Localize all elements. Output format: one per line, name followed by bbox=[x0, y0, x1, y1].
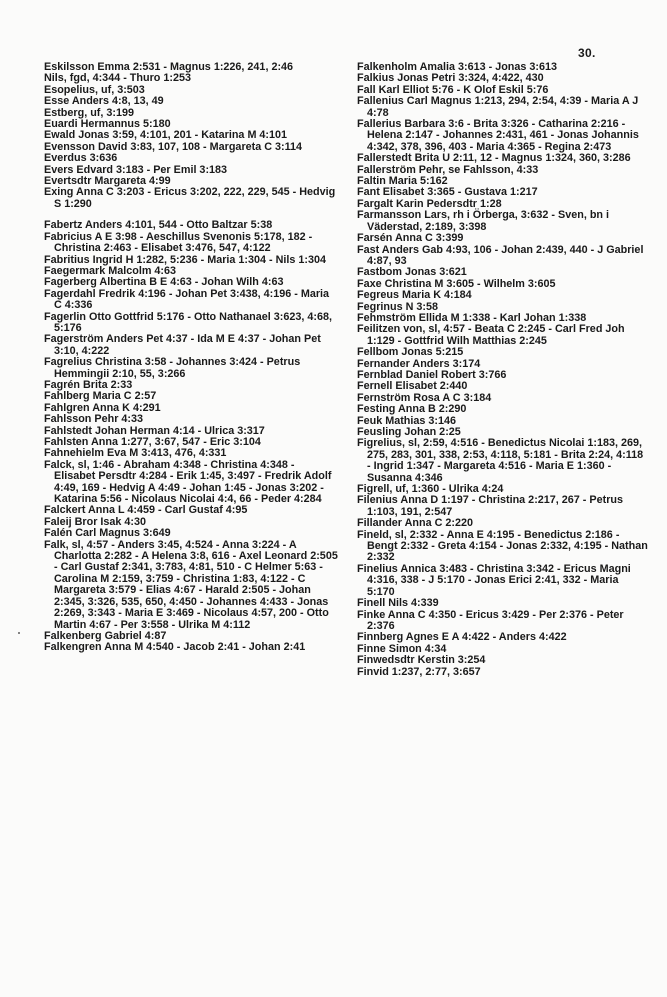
index-entry: Falckert Anna L 4:459 - Carl Gustaf 4:95 bbox=[44, 504, 248, 517]
index-entry: Fagrelius Christina 3:58 - Johannes 3:424 - Petrus Hemmingii 2:10, 55, 3:266 bbox=[44, 356, 301, 380]
index-entry: Evensson David 3:83, 107, 108 - Margareta C 3:114 bbox=[44, 140, 303, 153]
index-entry: Fallerstedt Brita U 2:11, 12 - Magnus 1:324, 360, 3:286 bbox=[357, 152, 631, 165]
index-entry: Euardi Hermannus 5:180 bbox=[44, 118, 171, 131]
index-entry: Fineld, sl, 2:332 - Anna E 4:195 - Benedictus 2:186 - Bengt 2:332 - Greta 4:154 - Jonas 2:332, 4:195 - Nathan 2:332 bbox=[357, 528, 648, 564]
index-entry: Fahlsten Anna 1:277, 3:67, 547 - Eric 3:104 bbox=[44, 436, 261, 448]
index-entry: Fallerström Pehr, se Fahlsson, 4:33 bbox=[357, 163, 539, 176]
index-entry: Fast Anders Gab 4:93, 106 - Johan 2:439, 440 - J Gabriel 4:87, 93 bbox=[357, 243, 644, 267]
index-entry: Finne Simon 4:34 bbox=[357, 642, 447, 655]
index-entry: Eskilsson Emma 2:531 - Magnus 1:226, 241, 2:46 bbox=[44, 61, 294, 73]
index-entry: Falén Carl Magnus 3:649 bbox=[44, 527, 171, 540]
index-entry: Fallenius Carl Magnus 1:213, 294, 2:54, 4:39 - Maria A J 4:78 bbox=[357, 95, 639, 119]
index-entry: Farmansson Lars, rh i Örberga, 3:632 - Sven, bn i Väderstad, 2:189, 3:398 bbox=[357, 209, 610, 233]
index-entry: Exing Anna C 3:203 - Ericus 3:202, 222, 229, 545 - Hedvig S 1:290 bbox=[44, 186, 336, 210]
index-entry: Filenius Anna D 1:197 - Christina 2:217, 267 - Petrus 1:103, 191, 2:547 bbox=[357, 494, 624, 518]
index-entry: Fillander Anna C 2:220 bbox=[357, 517, 473, 530]
index-entry: Fant Elisabet 3:365 - Gustava 1:217 bbox=[357, 186, 538, 199]
index-entry: Fagerström Anders Pet 4:37 - Ida M E 4:37 - Johan Pet 3:10, 4:222 bbox=[44, 333, 321, 357]
index-column-left bbox=[44, 62, 338, 654]
index-entry: Festing Anna B 2:290 bbox=[357, 403, 467, 416]
index-entry: Finelius Annica 3:483 - Christina 3:342 - Ericus Magni 4:316, 338 - J 5:170 - Jonas Erici 2:41, 332 - Maria 5:170 bbox=[357, 562, 631, 598]
index-entry: Ewald Jonas 3:59, 4:101, 201 - Katarina M 4:101 bbox=[44, 129, 288, 142]
index-entry: Finke Anna C 4:350 - Ericus 3:429 - Per 2:376 - Peter 2:376 bbox=[357, 608, 624, 632]
index-entry: Feuk Mathias 3:146 bbox=[357, 414, 457, 427]
index-entry: Fall Karl Elliot 5:76 - K Olof Eskil 5:76 bbox=[357, 83, 549, 96]
index-entry: Everdus 3:636 bbox=[44, 152, 118, 165]
index-entry: Falkengren Anna M 4:540 - Jacob 2:41 - Johan 2:41 bbox=[44, 641, 306, 654]
page-number: 30. bbox=[578, 46, 596, 60]
index-entry: Feusling Johan 2:25 bbox=[357, 426, 461, 438]
index-entry: Fabritius Ingrid H 1:282, 5:236 - Maria 1:304 - Nils 1:304 bbox=[44, 253, 327, 266]
index-entry: Fehmström Ellida M 1:338 - Karl Johan 1:338 bbox=[357, 311, 587, 324]
index-entry: Fargalt Karin Pedersdtr 1:28 bbox=[357, 197, 502, 210]
index-entry: Fagerlin Otto Gottfrid 5:176 - Otto Nathanael 3:623, 4:68, 5:176 bbox=[44, 310, 332, 334]
index-entry: Figrelius, sl, 2:59, 4:516 - Benedictus Nicolai 1:183, 269, 275, 283, 301, 338, 2:53, 4:118, 5:181 - Brita 2:24, 4:118 - Ingrid 1:347 - Margareta 4:516 - Maria E 1:360 - Susanna 4:346 bbox=[357, 437, 644, 484]
index-entry: Finwedsdtr Kerstin 3:254 bbox=[357, 654, 486, 667]
index-entry: Faltin Maria 5:162 bbox=[357, 175, 448, 188]
index-column-right bbox=[357, 62, 649, 678]
index-entry: Fernander Anders 3:174 bbox=[357, 357, 481, 370]
index-entry: Farsén Anna C 3:399 bbox=[357, 232, 464, 245]
index-entry: Fegreus Maria K 4:184 bbox=[357, 289, 472, 302]
index-entry: Finnberg Agnes E A 4:422 - Anders 4:422 bbox=[357, 631, 567, 644]
index-entry: Evers Edvard 3:183 - Per Emil 3:183 bbox=[44, 163, 228, 176]
index-entry: Fallerius Barbara 3:6 - Brita 3:326 - Catharina 2:216 - Helena 2:147 - Johannes 2:431, 461 - Jonas Johannis 4:342, 378, 396, 403 - Maria 4:365 - Regina 2:473 bbox=[357, 118, 639, 153]
index-entry: Fahlsson Pehr 4:33 bbox=[44, 413, 144, 426]
index-entry: Finell Nils 4:339 bbox=[357, 597, 439, 610]
index-entry: Fellbom Jonas 5:215 bbox=[357, 346, 464, 359]
index-entry: Estberg, uf, 3:199 bbox=[44, 106, 135, 119]
index-entry: Fabricius A E 3:98 - Aeschillus Svenonis 5:178, 182 - Christina 2:463 - Elisabet 3:476, 547, 4:122 bbox=[44, 230, 313, 255]
index-entry: Fernell Elisabet 2:440 bbox=[357, 380, 468, 393]
index-entry: Fahlstedt Johan Herman 4:14 - Ulrica 3:317 bbox=[44, 424, 265, 437]
index-entry: Finvid 1:237, 2:77, 3:657 bbox=[357, 665, 481, 678]
index-entry: Esopelius, uf, 3:503 bbox=[44, 83, 145, 96]
index-entry: Falkenberg Gabriel 4:87 bbox=[44, 629, 167, 642]
index-entry: Fernström Rosa A C 3:184 bbox=[357, 391, 492, 404]
index-entry: Fernblad Daniel Robert 3:766 bbox=[357, 368, 507, 381]
index-entry: Fastbom Jonas 3:621 bbox=[357, 266, 467, 279]
index-entry: Falkenholm Amalia 3:613 - Jonas 3:613 bbox=[357, 61, 558, 73]
index-entry: Figrell, uf, 1:360 - Ulrika 4:24 bbox=[357, 483, 504, 496]
index-entry: Fahlgren Anna K 4:291 bbox=[44, 401, 161, 414]
index-entry: Evertsdtr Margareta 4:99 bbox=[44, 175, 171, 188]
index-entry: Nils, fgd, 4:344 - Thuro 1:253 bbox=[44, 72, 191, 85]
index-entry: Faegermark Malcolm 4:63 bbox=[44, 264, 177, 277]
index-entry: Faxe Christina M 3:605 - Wilhelm 3:605 bbox=[357, 277, 556, 290]
index-entry: Feilitzen von, sl, 4:57 - Beata C 2:245 - Carl Fred Joh 1:129 - Gottfrid Wilh Matthias 2:245 bbox=[357, 323, 625, 347]
index-entry: Falkius Jonas Petri 3:324, 4:422, 430 bbox=[357, 72, 544, 85]
index-entry: Fagerdahl Fredrik 4:196 - Johan Pet 3:438, 4:196 - Maria C 4:336 bbox=[44, 287, 330, 312]
index-entry: Falk, sl, 4:57 - Anders 3:45, 4:524 - Anna 3:224 - A Charlotta 2:282 - A Helena 3:8, 616 - Axel Leonard 2:505 - Carl Gustaf 2:341, 3:783, 4:81, 510 - C Helmer 5:63 - Carolina M 2:159, 3:759 - Christina 1:83, 4:122 - C Margareta 3:579 - Elias 4:67 - Harald 2:505 - Johan 2:345, 3:326, 535, 650, 4:450 - Johannes 4:433 - Jonas 2:269, 3:343 - Maria E 3:469 - Nicolaus 4:57, 200 - Otto Martin 4:67 - Per 3:558 - Ulrika M 4:112 bbox=[44, 538, 338, 631]
index-entry: Esse Anders 4:8, 13, 49 bbox=[44, 95, 164, 108]
index-entry: Fegrinus N 3:58 bbox=[357, 300, 438, 313]
index-entry: Faleij Bror Isak 4:30 bbox=[44, 515, 147, 528]
scan-dot bbox=[18, 632, 20, 634]
index-entry: Fagerberg Albertina B E 4:63 - Johan Wilh 4:63 bbox=[44, 276, 284, 289]
index-entry: Fagrén Brita 2:33 bbox=[44, 378, 133, 391]
index-entry: Fahlberg Maria C 2:57 bbox=[44, 390, 157, 403]
index-entry: Fabertz Anders 4:101, 544 - Otto Baltzar 5:38 bbox=[44, 219, 273, 232]
index-entry: Falck, sl, 1:46 - Abraham 4:348 - Christina 4:348 - Elisabet Persdtr 4:284 - Erik 1:45, 3:497 - Fredrik Adolf 4:49, 169 - Hedvig A 4:49 - Johan 1:45 - Jonas 3:202 - Katarina 5:56 - Nicolaus Nicolai 4:4, 66 - Peder 4:284 bbox=[44, 458, 332, 506]
index-entry: Fahnehielm Eva M 3:413, 476, 4:331 bbox=[44, 447, 227, 460]
